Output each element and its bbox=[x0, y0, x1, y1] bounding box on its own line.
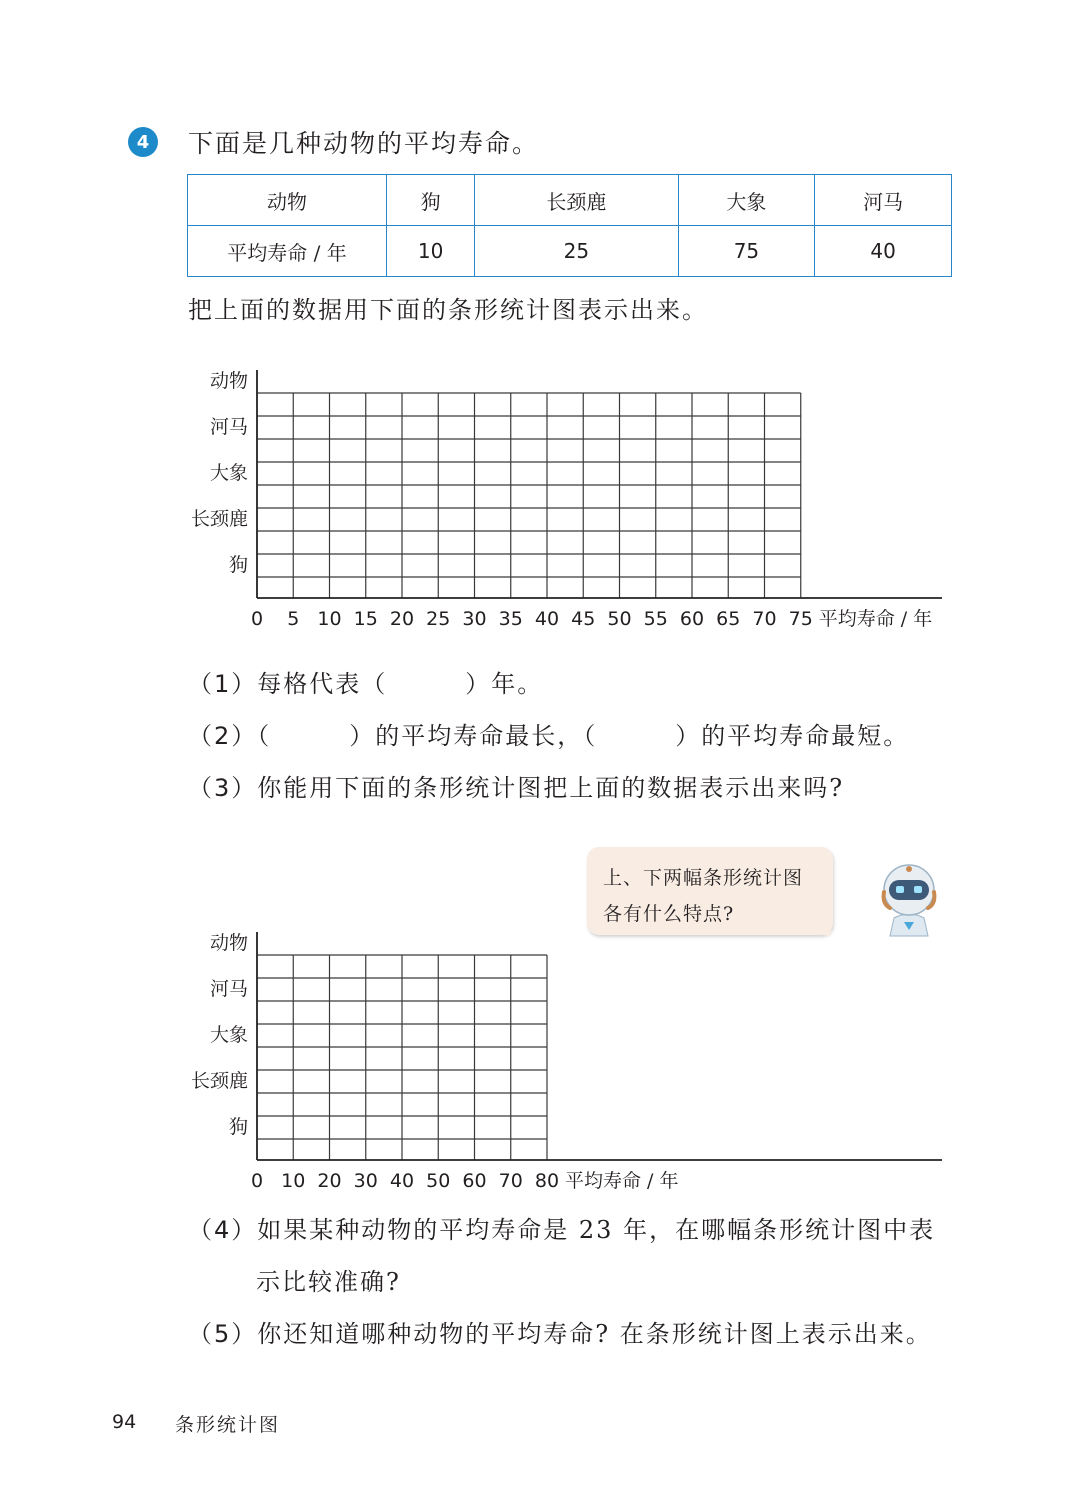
category-label: 狗 bbox=[228, 554, 248, 576]
lifespan-table bbox=[187, 174, 952, 277]
category-label: 长颈鹿 bbox=[190, 1070, 248, 1092]
x-tick-label: 60 bbox=[679, 608, 705, 630]
bar-chart-1 bbox=[0, 360, 1078, 640]
table-header-label: 动物 bbox=[188, 175, 387, 226]
category-label: 河马 bbox=[209, 978, 248, 1000]
question-1 bbox=[188, 664, 543, 699]
x-tick-label: 30 bbox=[353, 1170, 378, 1192]
x-tick-label: 15 bbox=[353, 608, 378, 630]
x-axis-label: 平均寿命 / 年 bbox=[818, 608, 933, 630]
x-tick-label: 10 bbox=[317, 608, 342, 630]
x-tick-label: 20 bbox=[317, 1170, 342, 1192]
x-tick-label: 5 bbox=[287, 608, 300, 630]
question-2-number: （2） bbox=[188, 722, 258, 750]
question-5-text: 你还知道哪种动物的平均寿命? 在条形统计图上表示出来。 bbox=[257, 1320, 932, 1348]
question-4-continued bbox=[256, 1262, 401, 1297]
x-tick-label: 0 bbox=[250, 1170, 264, 1192]
x-tick-label: 80 bbox=[534, 1170, 560, 1192]
problem-title: 下面是几种动物的平均寿命。 bbox=[188, 129, 540, 158]
bar-chart-2 bbox=[0, 922, 1078, 1202]
table-value-hippo: 40 bbox=[815, 226, 952, 277]
x-tick-label: 10 bbox=[281, 1170, 306, 1192]
speech-bubble-line-2: 各有什么特点? bbox=[603, 903, 735, 925]
x-tick-label: 35 bbox=[498, 608, 523, 630]
category-label: 河马 bbox=[209, 416, 248, 438]
question-4-text-line-2: 示比较准确? bbox=[256, 1268, 401, 1296]
x-tick-label: 45 bbox=[571, 608, 596, 630]
x-tick-label: 50 bbox=[607, 608, 632, 630]
x-tick-label: 40 bbox=[389, 1170, 415, 1192]
category-label: 大象 bbox=[209, 1024, 248, 1046]
x-tick-label: 60 bbox=[462, 1170, 487, 1192]
y-axis-label: 动物 bbox=[209, 932, 248, 954]
page-number: 94 bbox=[112, 1411, 137, 1433]
x-tick-label: 75 bbox=[788, 608, 813, 630]
x-tick-label: 65 bbox=[716, 608, 741, 630]
x-tick-label: 20 bbox=[389, 608, 415, 630]
x-tick-label: 40 bbox=[534, 608, 560, 630]
y-axis-label: 动物 bbox=[209, 370, 248, 392]
chapter-title: 条形统计图 bbox=[175, 1414, 281, 1436]
category-label: 狗 bbox=[228, 1116, 248, 1138]
question-2 bbox=[188, 716, 909, 751]
question-3-text: 你能用下面的条形统计图把上面的数据表示出来吗? bbox=[257, 774, 845, 802]
x-tick-label: 30 bbox=[462, 608, 487, 630]
question-5 bbox=[188, 1314, 932, 1349]
x-tick-label: 70 bbox=[498, 1170, 523, 1192]
table-animal-hippo: 河马 bbox=[815, 175, 952, 226]
question-1-text: 每格代表（ ）年。 bbox=[257, 670, 544, 698]
x-tick-label: 70 bbox=[752, 608, 777, 630]
x-tick-label: 55 bbox=[643, 608, 668, 630]
question-4 bbox=[188, 1210, 935, 1245]
table-header-row bbox=[188, 175, 952, 226]
x-axis-label: 平均寿命 / 年 bbox=[565, 1170, 679, 1192]
table-value-giraffe: 25 bbox=[475, 226, 678, 277]
x-tick-label: 25 bbox=[426, 608, 451, 630]
table-value-dog: 10 bbox=[387, 226, 475, 277]
table-value-elephant: 75 bbox=[678, 226, 815, 277]
question-5-number: （5） bbox=[188, 1320, 258, 1348]
table-value-row bbox=[188, 226, 952, 277]
x-tick-label: 50 bbox=[426, 1170, 451, 1192]
category-label: 大象 bbox=[209, 462, 248, 484]
category-label: 长颈鹿 bbox=[190, 508, 248, 530]
table-animal-elephant: 大象 bbox=[678, 175, 815, 226]
question-4-number: （4） bbox=[188, 1216, 258, 1244]
instruction-text: 把上面的数据用下面的条形统计图表示出来。 bbox=[188, 296, 708, 324]
question-3 bbox=[188, 768, 844, 803]
table-animal-giraffe: 长颈鹿 bbox=[475, 175, 678, 226]
question-1-number: （1） bbox=[188, 670, 258, 698]
problem-number-badge: 4 bbox=[128, 127, 158, 157]
table-animal-dog: 狗 bbox=[387, 175, 475, 226]
table-value-label: 平均寿命 / 年 bbox=[188, 226, 387, 277]
speech-bubble-line-1: 上、下两幅条形统计图 bbox=[603, 867, 804, 889]
question-2-text: （ ）的平均寿命最长，（ ）的平均寿命最短。 bbox=[257, 722, 910, 750]
x-tick-label: 0 bbox=[250, 608, 264, 630]
question-4-text-line-1: 如果某种动物的平均寿命是 23 年，在哪幅条形统计图中表 bbox=[257, 1216, 936, 1244]
question-3-number: （3） bbox=[188, 774, 258, 802]
